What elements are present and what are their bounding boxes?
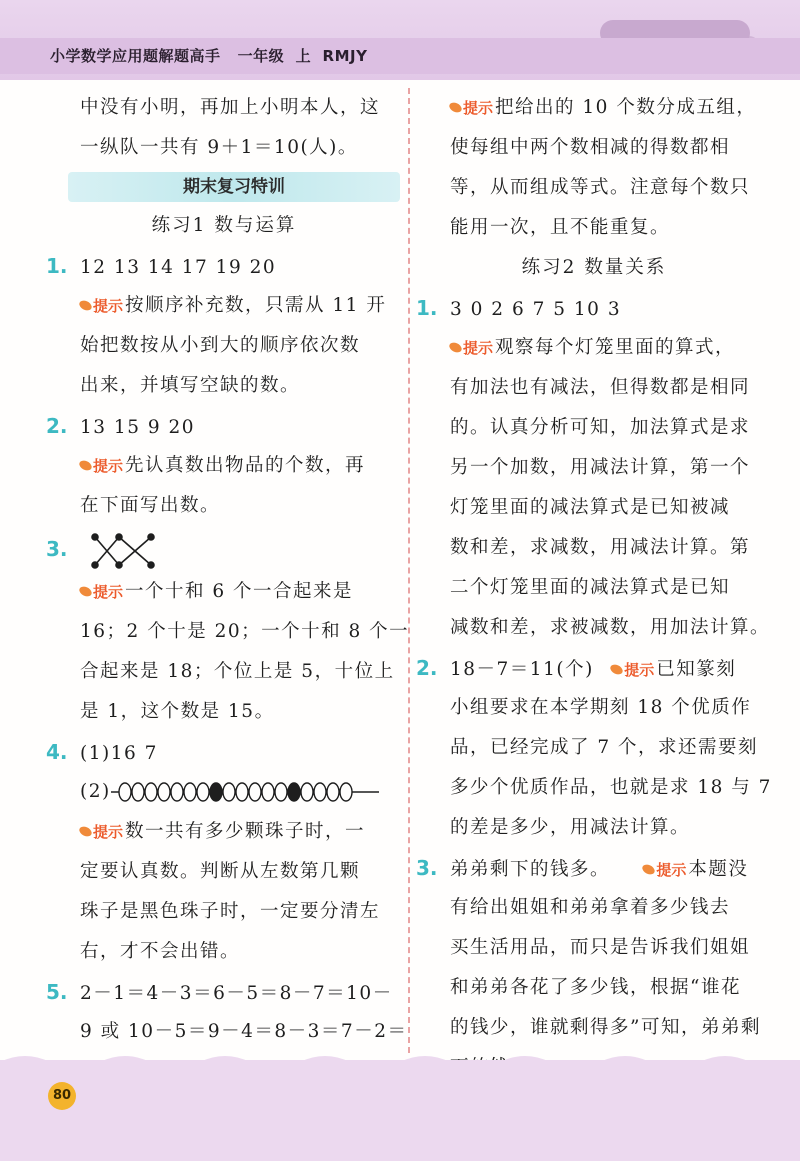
question-3 [46,526,402,572]
tip-line: 有加法也有减法，但得数都是相同 [450,377,751,398]
tip-line: 有给出姐姐和弟弟拿着多少钱去 [450,897,731,918]
answer-text: 18－7＝11(个) [450,659,594,680]
column-divider [408,88,410,1053]
tip-text: 把给出的 10 个数分成五组， [495,97,757,118]
tip-text: 已知篆刻 [656,659,737,680]
right-column [416,88,772,1128]
section-banner: 期末复习特训 [68,172,400,202]
question-number: 1. [46,254,68,278]
tip-line: 16；2 个十是 20；一个十和 8 个一 [80,621,410,642]
tip-line: 是 1，这个数是 15。 [80,701,275,722]
tip-line [46,572,402,612]
leaf-icon [78,458,92,472]
bead-string-diagram [111,780,381,804]
book-title: 小学数学应用题解题高手 一年级 上 RMJY [50,47,368,65]
tip-line: 另一个加数，用减法计算，第一个 [450,457,751,478]
page-header [0,0,800,80]
question-4 [46,732,402,772]
tip-line: 的差是多少，用减法计算。 [450,817,691,838]
leaf-icon [78,298,92,312]
leaf-icon [448,100,462,114]
tip-line: 始把数按从小到大的顺序依次数 [80,335,361,356]
tip-line [416,328,772,368]
tip-line: 能用一次，且不能重复。 [450,217,671,238]
section-title: 练习1 数与运算 [151,215,297,236]
answer-text: 13 15 9 20 [80,417,196,438]
tip-line: 的钱少，谁就剩得多”可知，弟弟剩 [450,1017,761,1038]
question-number: 4. [46,740,68,764]
tip-line: 二个灯笼里面的减法算式是已知 [450,577,731,598]
bead-answer [46,772,402,812]
question-1 [46,246,402,286]
page-footer [0,1060,800,1161]
matching-lines-diagram [87,531,167,571]
tip-line: 品，已经完成了 7 个，求还需要刻 [450,737,759,758]
tip-label: 提示 [93,297,124,315]
question-number: 3. [46,537,68,561]
tip-line: 小组要求在本学期刻 18 个优质作 [450,697,752,718]
tip-text: 先认真数出物品的个数，再 [125,455,366,476]
tip-line: 定要认真数。判断从左数第几颗 [80,861,361,882]
tip-line: 买生活用品，而只是告诉我们姐姐 [450,937,751,958]
question-3 [416,848,772,888]
tip-label: 提示 [463,99,494,117]
answer-text: 3 0 2 6 7 5 10 3 [450,299,622,320]
question-number: 5. [46,980,68,1004]
question-5 [46,972,402,1012]
tip-text: 按顺序补充数，只需从 11 开 [125,295,387,316]
section-title: 练习2 数量关系 [521,257,667,278]
tip-text: 数一共有多少颗珠子时，一 [125,821,366,842]
tip-line: 减数和差，求被减数，用加法计算。 [450,617,771,638]
leaf-icon [448,340,462,354]
question-number: 2. [416,656,438,680]
leaf-icon [78,824,92,838]
answer-text: 12 13 14 17 19 20 [80,257,277,278]
question-2 [46,406,402,446]
tip-line: 数和差，求减数，用减法计算。第 [450,537,751,558]
tip-line: 灯笼里面的减法算式是已知被减 [450,497,731,518]
question-2 [416,648,772,688]
page-number: 80 [48,1082,76,1110]
text-line: 一纵队一共有 9＋1＝10(人)。 [80,137,358,158]
tip-label: 提示 [624,661,655,679]
tip-line: 右，才不会出错。 [80,941,241,962]
tip-line: 多少个优质作品，也就是求 18 与 7 [450,777,772,798]
tip-text: 一个十和 6 个一合起来是 [125,581,354,602]
answer-prefix: (2) [80,781,111,802]
answer-text: 2－1＝4－3＝6－5＝8－7＝10－ [80,983,393,1004]
tip-line [46,446,402,486]
tip-line: 珠子是黑色珠子时，一定要分清左 [80,901,381,922]
question-number: 3. [416,856,438,880]
tip-line [46,286,402,326]
tip-text: 观察每个灯笼里面的算式， [495,337,736,358]
tip-line: 出来，并填写空缺的数。 [80,375,301,396]
leaf-icon [642,862,656,876]
tip-line: 使每组中两个数相减的得数都相 [450,137,731,158]
tip-line: 等，从而组成等式。注意每个数只 [450,177,751,198]
tip-line [416,88,772,128]
tip-label: 提示 [93,457,124,475]
tip-line: 和弟弟各花了多少钱，根据“谁花 [450,977,741,998]
answer-text: (1)16 7 [80,743,158,764]
tip-label: 提示 [93,583,124,601]
tip-label: 提示 [93,823,124,841]
tip-line: 合起来是 18；个位上是 5，十位上 [80,661,395,682]
tip-line [46,812,402,852]
tip-text: 本题没 [688,859,749,880]
leaf-icon [610,662,624,676]
tip-label: 提示 [463,339,494,357]
question-number: 1. [416,296,438,320]
text-line: 中没有小明，再加上小明本人，这 [80,97,381,118]
left-column [46,88,410,1092]
question-number: 2. [46,414,68,438]
leaf-icon [78,584,92,598]
answer-line: 9 或 10－5＝9－4＝8－3＝7－2＝ [80,1021,408,1042]
tip-line: 在下面写出数。 [80,495,221,516]
tip-line: 的。认真分析可知，加法算式是求 [450,417,751,438]
tip-label: 提示 [656,861,687,879]
answer-text: 弟弟剩下的钱多。 [450,859,611,880]
question-1 [416,288,772,328]
